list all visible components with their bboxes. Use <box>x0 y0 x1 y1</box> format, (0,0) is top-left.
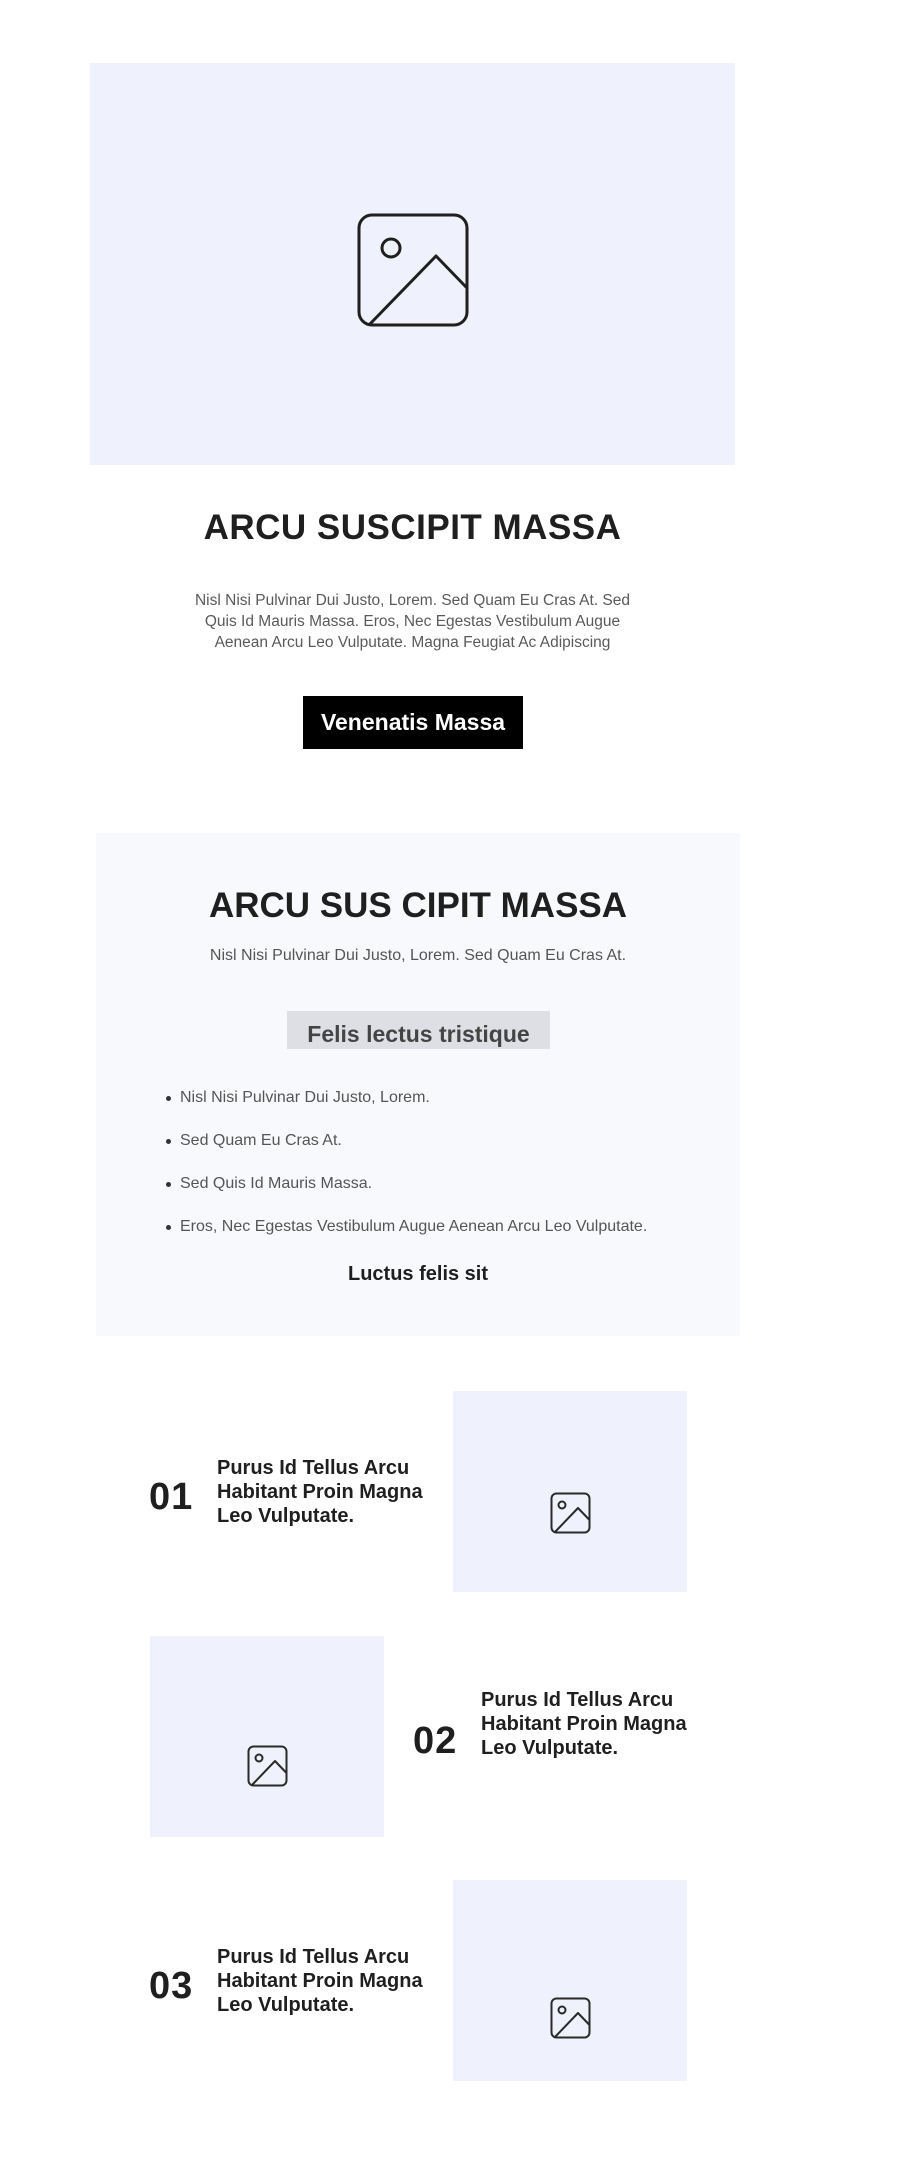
feature-image-03 <box>453 1880 687 2081</box>
feature-number-03: 03 <box>149 1965 194 2007</box>
info-panel <box>96 833 740 1336</box>
feature-number-01: 01 <box>149 1476 194 1518</box>
feature-text-03: Purus Id Tellus Arcu Habitant Proin Magna Leo Vulputate. <box>217 1946 423 2016</box>
image-icon <box>357 213 469 327</box>
venenatis-massa-button[interactable]: Venenatis Massa <box>303 696 523 749</box>
image-icon <box>247 1745 288 1787</box>
tag-chip-label: Felis lectus tristique <box>307 1021 530 1047</box>
feature-number-02: 02 <box>413 1720 458 1762</box>
hero-description: Nisl Nisi Pulvinar Dui Justo, Lorem. Sed Quam Eu Cras At. Sed Quis Id Mauris Massa. Eros, Nec Egestas Vestibulum Augue Aenean Arcu Leo Vulputate. Magna Feugiat Ac Adipiscing <box>194 592 631 651</box>
tag-chip <box>287 1011 550 1049</box>
image-icon <box>550 1492 591 1534</box>
list-item: Sed Quam Eu Cras At. <box>164 1132 724 1175</box>
feature-image-02 <box>150 1636 384 1837</box>
panel-title: ARCU SUS CIPIT MASSA <box>208 886 628 925</box>
panel-subtitle: Nisl Nisi Pulvinar Dui Justo, Lorem. Sed Quam Eu Cras At. <box>209 947 627 964</box>
list-item: Sed Quis Id Mauris Massa. <box>164 1175 724 1218</box>
feature-text-01: Purus Id Tellus Arcu Habitant Proin Magna Leo Vulputate. <box>217 1457 423 1527</box>
image-icon <box>550 1997 591 2039</box>
bullet-list <box>164 1089 724 1261</box>
panel-footer: Luctus felis sit <box>347 1263 489 1285</box>
hero-title: ARCU SUSCIPIT MASSA <box>203 508 622 547</box>
feature-text-02: Purus Id Tellus Arcu Habitant Proin Magna Leo Vulputate. <box>481 1689 687 1759</box>
feature-image-01 <box>453 1391 687 1592</box>
hero-image-placeholder <box>90 63 735 465</box>
list-item: Eros, Nec Egestas Vestibulum Augue Aenean Arcu Leo Vulputate. <box>164 1218 724 1261</box>
list-item: Nisl Nisi Pulvinar Dui Justo, Lorem. <box>164 1089 724 1132</box>
